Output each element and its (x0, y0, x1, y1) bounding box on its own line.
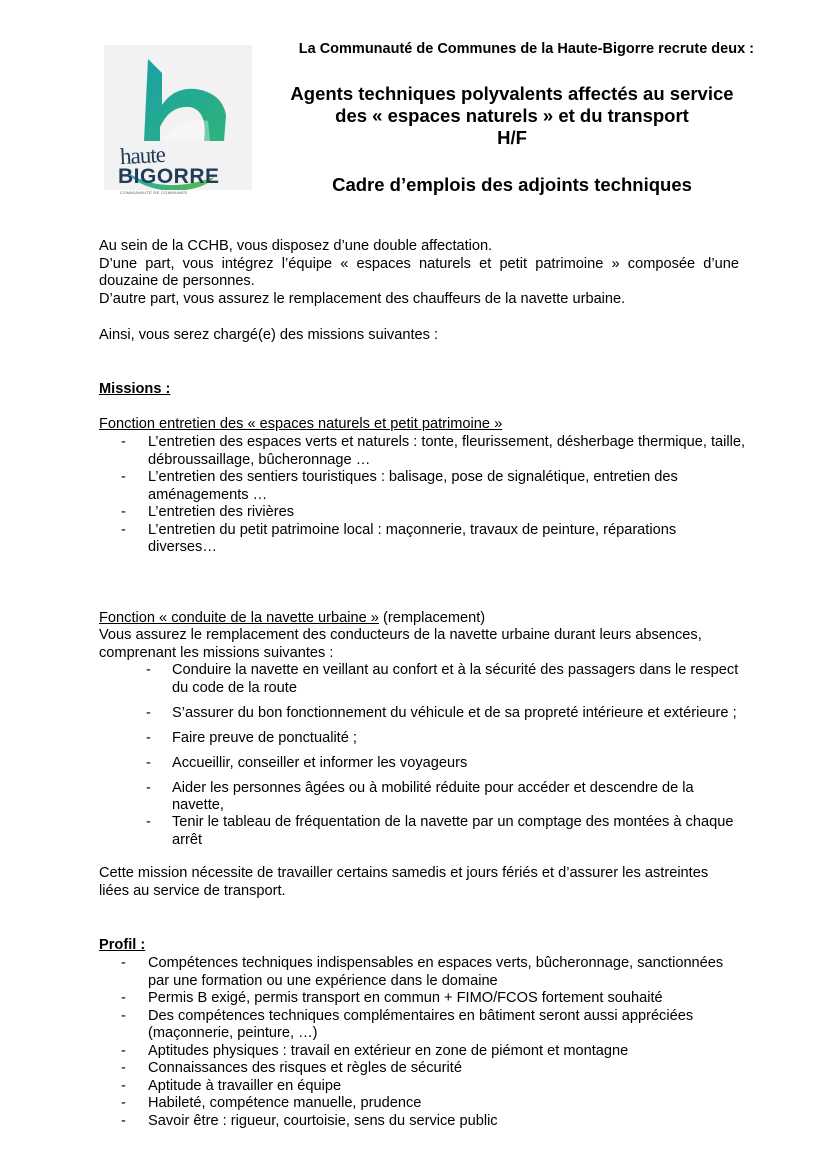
recruitment-intro: La Communauté de Communes de la Haute-Bigorre recrute deux : (298, 41, 754, 57)
list-item: - Connaissances des risques et règles de sécurité (148, 1060, 748, 1078)
job-title (262, 83, 762, 149)
list-item: - Habileté, compétence manuelle, prudence (148, 1095, 748, 1113)
function2-note: Cette mission nécessite de travailler certains samedis et jours fériés et d’assurer les astreintes liées au service de transport. (99, 865, 709, 899)
job-grade: Cadre d’emplois des adjoints techniques (332, 174, 692, 195)
logo-tagline: COMMUNAUTÉ DE COMMUNES (120, 190, 188, 195)
function2-title: Fonction « conduite de la navette urbaine » (99, 610, 379, 626)
missions-heading: Missions : (99, 381, 171, 397)
intro-paragraph (99, 238, 739, 308)
list-item: - Conduire la navette en veillant au confort et à la sécurité des passagers dans le respect du code de la route (172, 662, 742, 697)
logo-text-haute: haute (119, 141, 166, 170)
list-item: - L’entretien des sentiers touristiques : balisage, pose de signalétique, entretien des aménagements … (148, 469, 748, 504)
function2-list (172, 662, 742, 857)
job-title-line: des « espaces naturels » et du transport (335, 105, 689, 126)
list-item: - Aptitudes physiques : travail en extérieur en zone de piémont et montagne (148, 1043, 748, 1061)
logo-text-bigorre: BIGORRE (118, 165, 220, 188)
list-item: - Aptitude à travailler en équipe (148, 1078, 748, 1096)
list-item: - L’entretien du petit patrimoine local : maçonnerie, travaux de peinture, réparations diverses… (148, 522, 748, 557)
job-title-line: Agents techniques polyvalents affectés au service (290, 83, 734, 104)
function1-list (148, 434, 748, 557)
list-item: - Aider les personnes âgées ou à mobilité réduite pour accéder et descendre de la navette, (172, 780, 742, 815)
profil-list (148, 955, 748, 1130)
job-title-line: H/F (497, 127, 527, 148)
profil-heading: Profil : (99, 937, 146, 953)
list-item: - S’assurer du bon fonctionnement du véhicule et de sa propreté intérieure et extérieure ; (172, 705, 742, 723)
list-item: - Faire preuve de ponctualité ; (172, 730, 742, 748)
intro-line: Au sein de la CCHB, vous disposez d’une double affectation. (99, 238, 493, 254)
list-item: - L’entretien des espaces verts et naturels : tonte, fleurissement, désherbage thermique, taille, débroussaillage, bûcheronnage … (148, 434, 748, 469)
intro-line: D’autre part, vous assurez le remplacement des chauffeurs de la navette urbaine. (99, 290, 626, 307)
list-item: - Accueillir, conseiller et informer les voyageurs (172, 755, 742, 773)
list-item: - Compétences techniques indispensables en espaces verts, bûcheronnage, sanctionnées par une formation ou une expérience dans le domaine (148, 955, 748, 990)
list-item: - Savoir être : rigueur, courtoisie, sens du service public (148, 1113, 748, 1131)
function1-title: Fonction entretien des « espaces naturels et petit patrimoine » (99, 416, 503, 432)
function2-title-line (99, 610, 739, 628)
list-item: - Des compétences techniques complémentaires en bâtiment seront aussi appréciées (maçonnerie, peinture, …) (148, 1008, 748, 1043)
list-item: - L’entretien des rivières (148, 504, 748, 522)
intro-closing: Ainsi, vous serez chargé(e) des missions suivantes : (99, 327, 439, 343)
list-item: - Permis B exigé, permis transport en commun + FIMO/FCOS fortement souhaité (148, 990, 748, 1008)
function2-intro: Vous assurez le remplacement des conducteurs de la navette urbaine durant leurs absences, comprenant les missions suivantes : (99, 627, 702, 661)
list-item: - Tenir le tableau de fréquentation de la navette par un comptage des montées à chaque arrêt (172, 814, 742, 849)
intro-line: D’une part, vous intégrez l’équipe « espaces naturels et petit patrimoine » composée d’une douzaine de personnes. (99, 255, 739, 289)
function2-title-suffix: (remplacement) (378, 610, 486, 626)
logo (104, 45, 252, 195)
